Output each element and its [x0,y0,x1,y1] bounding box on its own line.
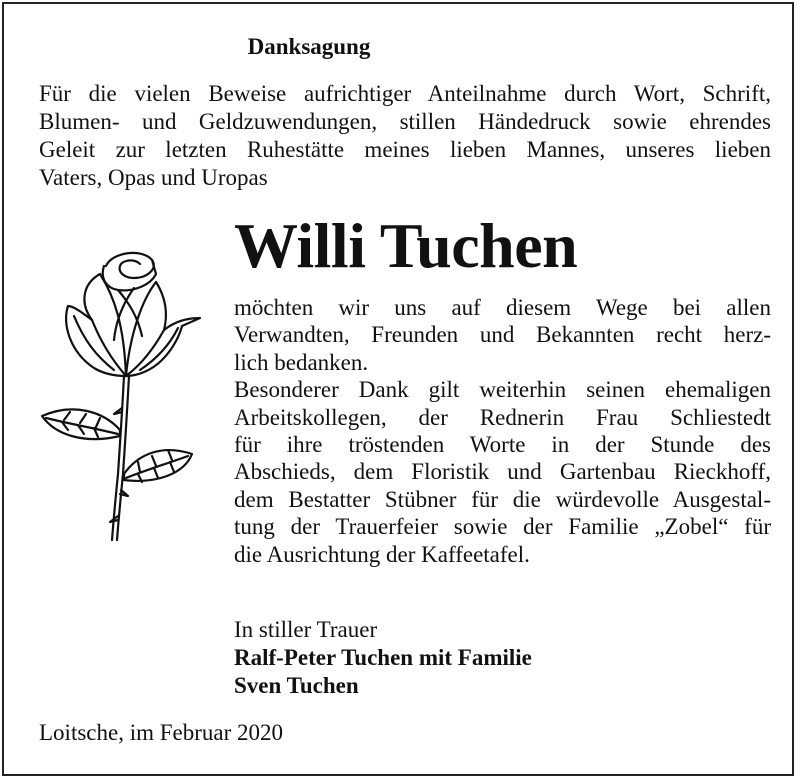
body-line: Abschieds, dem Floristik und Gartenbau Rieckhoff, [234,459,771,485]
closing-phrase: In stiller Trauer [234,617,378,642]
intro-line: Blumen- und Geldzuwendungen, stillen Händedruck sowie ehrendes [39,109,771,134]
obituary-notice [2,2,794,776]
closing-block [234,616,774,700]
rose-icon [34,244,209,544]
body-line: dem Bestatter Stübner für die würdevolle Ausgestal- [234,486,771,512]
body-line: lich bedanken. [234,349,369,375]
intro-line: Vaters, Opas und Uropas [39,165,268,190]
intro-line: Geleit zur letzten Ruhestätte meines lieben Mannes, unseres lieben [39,137,771,162]
body-line: tung der Trauerfeier sowie der Familie „Zobel“ für [234,514,771,540]
body-line: Arbeitskollegen, der Rednerin Frau Schliestedt [234,404,771,430]
intro-paragraph [39,80,771,192]
intro-line: Für die vielen Beweise aufrichtiger Anteilnahme durch Wort, Schrift, [39,81,771,106]
deceased-name: Willi Tuchen [234,210,578,281]
heading: Danksagung [247,34,371,59]
thanks-paragraph [234,294,771,568]
signer-name: Sven Tuchen [234,673,359,698]
signer-name: Ralf-Peter Tuchen mit Familie [234,645,532,670]
body-line: Besonderer Dank gilt weiterhin seinen ehemaligen [234,377,771,403]
body-line: für ihre tröstenden Worte in der Stunde des [234,432,771,458]
body-line: möchten wir uns auf diesem Wege bei allen [234,295,771,320]
body-line: Verwandten, Freunden und Bekannten recht herz- [234,322,771,348]
place-date: Loitsche, im Februar 2020 [39,720,284,745]
body-line: die Ausrichtung der Kaffeetafel. [234,541,530,567]
